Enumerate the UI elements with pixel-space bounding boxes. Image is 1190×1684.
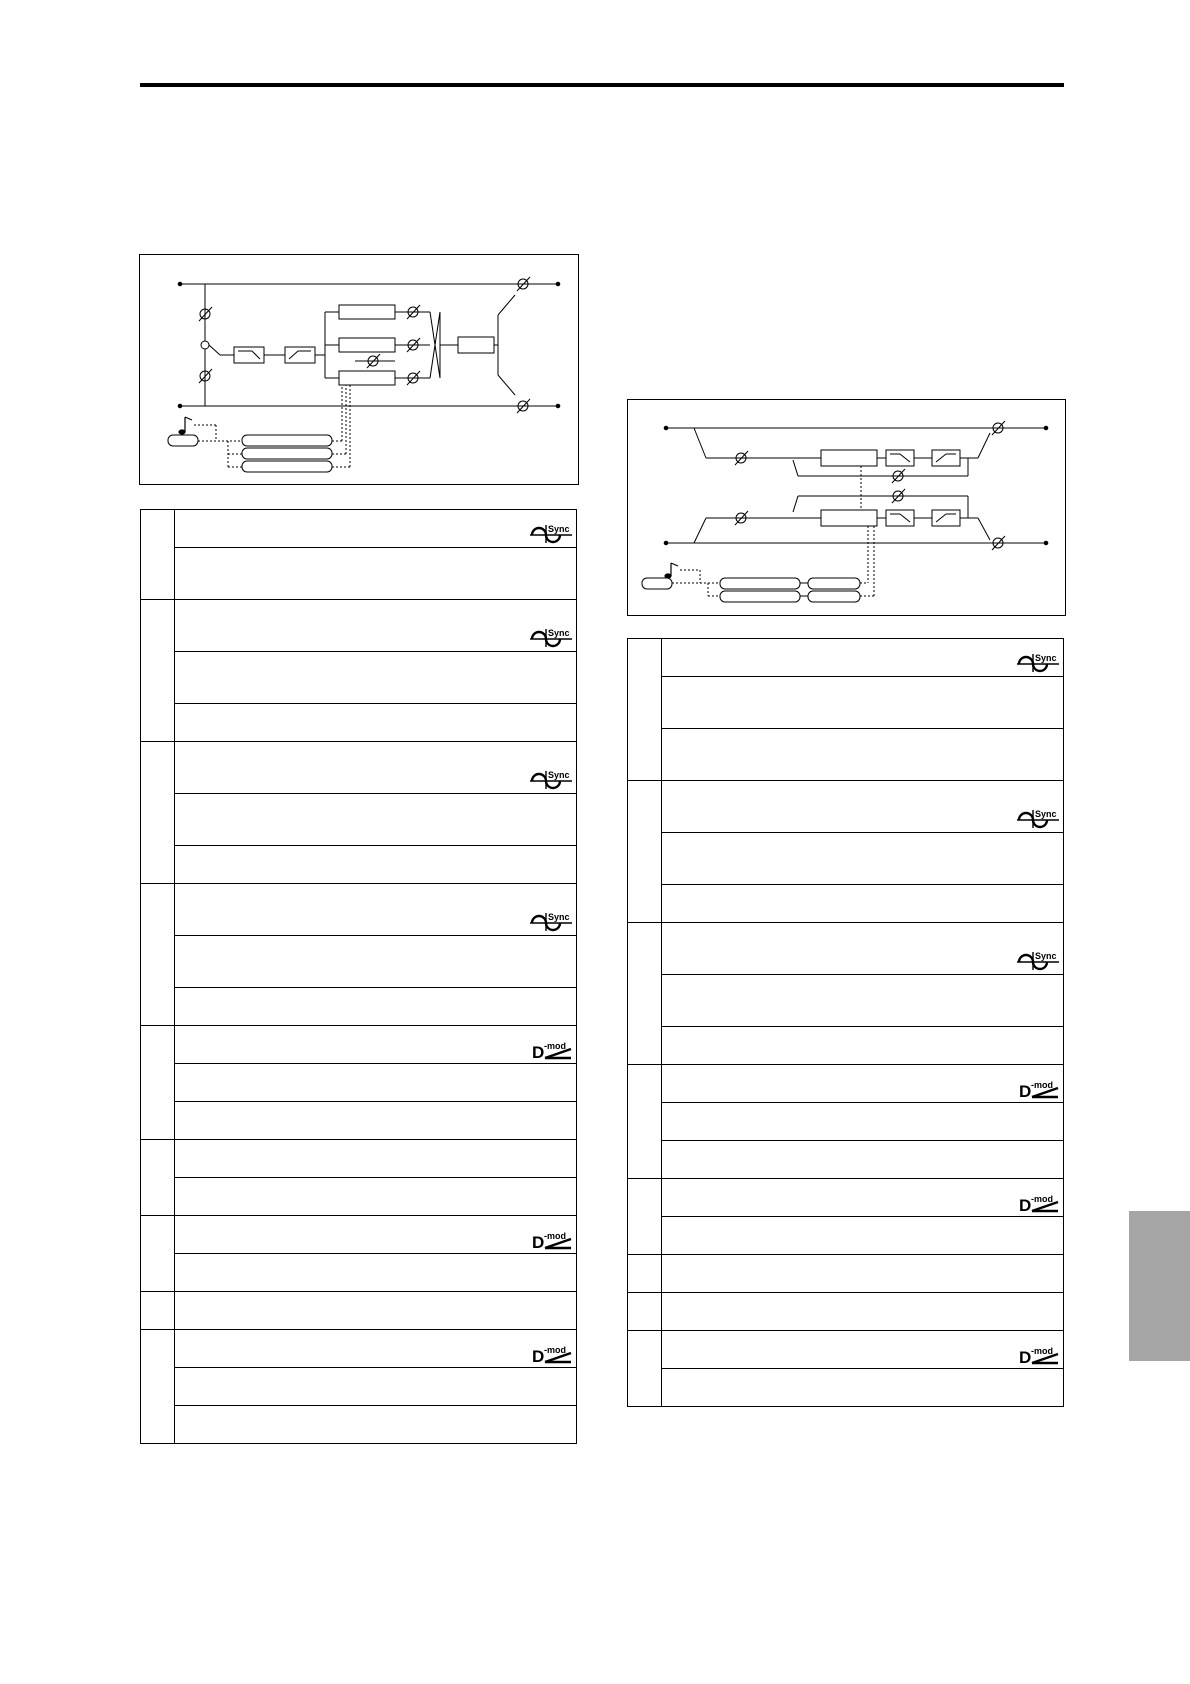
svg-text:-mod: -mod: [1031, 1080, 1053, 1090]
dmod-icon: [1018, 1345, 1060, 1365]
left-parameter-cell: [175, 1292, 577, 1330]
sync-icon: [1016, 650, 1060, 674]
sync-icon-text: Sync: [1035, 653, 1057, 663]
left-group-number-cell: [141, 742, 175, 884]
right-parameter-cell: [662, 923, 1064, 975]
left-group-number-cell: [141, 884, 175, 1026]
left-parameter-cell: [175, 1216, 577, 1254]
sync-icon-text: Sync: [1035, 809, 1057, 819]
left-group-number-cell: [141, 510, 175, 600]
left-parameter-cell: [175, 1178, 577, 1216]
left-group-number-cell: [141, 1026, 175, 1140]
left-parameter-cell: [175, 704, 577, 742]
right-group-number-cell: [628, 1255, 662, 1293]
table-row: [141, 936, 577, 988]
svg-text:-mod: -mod: [544, 1041, 566, 1051]
sync-icon: [1016, 806, 1060, 830]
left-group-number-cell: [141, 1140, 175, 1216]
table-row: [141, 1406, 577, 1444]
left-parameter-cell: [175, 988, 577, 1026]
svg-text:-mod: -mod: [1031, 1346, 1053, 1356]
right-parameter-table: [627, 638, 1064, 1407]
left-parameter-cell: [175, 794, 577, 846]
left-parameter-cell: [175, 600, 577, 652]
left-parameter-cell: [175, 548, 577, 600]
right-parameter-cell: [662, 1369, 1064, 1407]
left-group-number-cell: [141, 1330, 175, 1444]
dmod-icon: [1018, 1193, 1060, 1213]
right-group-number-cell: [628, 923, 662, 1065]
dmod-icon: [531, 1040, 573, 1060]
table-row: [628, 1293, 1064, 1331]
table-row: [141, 1026, 577, 1064]
table-row: [628, 1217, 1064, 1255]
section-side-tab: [1129, 1211, 1190, 1361]
table-row: [628, 1179, 1064, 1217]
sync-icon: [529, 909, 573, 933]
table-row: [141, 1102, 577, 1140]
right-group-number-cell: [628, 1331, 662, 1407]
sync-icon: [1016, 948, 1060, 972]
svg-text:-mod: -mod: [544, 1345, 566, 1355]
right-group-number-cell: [628, 1293, 662, 1331]
table-row: [141, 1216, 577, 1254]
svg-text:D: D: [1019, 1348, 1032, 1365]
right-parameter-cell: [662, 729, 1064, 781]
table-row: [628, 1141, 1064, 1179]
table-row: [628, 677, 1064, 729]
right-parameter-cell: [662, 1065, 1064, 1103]
table-row: [628, 1065, 1064, 1103]
right-block-diagram: [627, 399, 1066, 616]
left-parameter-cell: [175, 1406, 577, 1444]
sync-icon-text: Sync: [548, 912, 570, 922]
right-parameter-cell: [662, 1179, 1064, 1217]
left-diagram-svg: [140, 255, 578, 484]
sync-icon-text: Sync: [1035, 951, 1057, 961]
svg-text:-mod: -mod: [544, 1231, 566, 1241]
table-row: [628, 1255, 1064, 1293]
svg-text:-mod: -mod: [1031, 1194, 1053, 1204]
left-parameter-cell: [175, 1330, 577, 1368]
left-parameter-table: [140, 509, 577, 1444]
right-diagram-svg: [628, 400, 1065, 615]
left-parameter-cell: [175, 1026, 577, 1064]
left-group-number-cell: [141, 600, 175, 742]
table-row: [141, 600, 577, 652]
right-group-number-cell: [628, 1065, 662, 1179]
table-row: [141, 1140, 577, 1178]
svg-text:D: D: [532, 1347, 545, 1364]
sync-icon-text: Sync: [548, 628, 570, 638]
right-parameter-cell: [662, 781, 1064, 833]
table-row: [141, 1368, 577, 1406]
table-row: [141, 1064, 577, 1102]
right-parameter-cell: [662, 1027, 1064, 1065]
right-parameter-cell: [662, 1255, 1064, 1293]
right-group-number-cell: [628, 1179, 662, 1255]
table-row: [141, 548, 577, 600]
pot-icon: [199, 307, 212, 321]
left-parameter-cell: [175, 884, 577, 936]
dmod-icon: [531, 1230, 573, 1250]
table-row: [141, 510, 577, 548]
table-row: [141, 1292, 577, 1330]
header-rule: [140, 83, 1064, 87]
sync-icon: [529, 625, 573, 649]
svg-text:D: D: [1019, 1082, 1032, 1099]
left-parameter-cell: [175, 510, 577, 548]
left-group-number-cell: [141, 1292, 175, 1330]
right-group-number-cell: [628, 781, 662, 923]
table-row: [628, 833, 1064, 885]
right-parameter-cell: [662, 1103, 1064, 1141]
right-group-number-cell: [628, 639, 662, 781]
sync-icon-text: Sync: [548, 770, 570, 780]
sync-icon-text: Sync: [548, 524, 570, 534]
table-row: [141, 1254, 577, 1292]
table-row: [141, 1178, 577, 1216]
table-row: [628, 1103, 1064, 1141]
right-parameter-cell: [662, 677, 1064, 729]
table-row: [628, 781, 1064, 833]
table-row: [628, 923, 1064, 975]
dmod-icon: [531, 1344, 573, 1364]
left-parameter-cell: [175, 846, 577, 884]
svg-text:D: D: [1019, 1196, 1032, 1213]
left-parameter-cell: [175, 1254, 577, 1292]
table-row: [628, 1369, 1064, 1407]
table-row: [628, 729, 1064, 781]
eighth-note-icon: [665, 563, 678, 578]
svg-text:D: D: [532, 1043, 545, 1060]
table-row: [141, 884, 577, 936]
table-row: [141, 1330, 577, 1368]
right-parameter-cell: [662, 1293, 1064, 1331]
left-parameter-cell: [175, 652, 577, 704]
right-parameter-cell: [662, 885, 1064, 923]
table-row: [628, 1027, 1064, 1065]
table-row: [628, 639, 1064, 677]
sync-icon: [529, 521, 573, 545]
right-parameter-cell: [662, 639, 1064, 677]
left-parameter-cell: [175, 1064, 577, 1102]
right-parameter-cell: [662, 1141, 1064, 1179]
table-row: [141, 846, 577, 884]
left-block-diagram: [139, 254, 579, 485]
left-parameter-cell: [175, 1140, 577, 1178]
left-parameter-cell: [175, 742, 577, 794]
dmod-icon: [1018, 1079, 1060, 1099]
pot-icon: [199, 369, 212, 383]
left-group-number-cell: [141, 1216, 175, 1292]
table-row: [141, 742, 577, 794]
table-row: [141, 652, 577, 704]
sync-icon: [529, 767, 573, 791]
svg-text:D: D: [532, 1233, 545, 1250]
left-parameter-cell: [175, 1368, 577, 1406]
table-row: [628, 885, 1064, 923]
right-parameter-cell: [662, 975, 1064, 1027]
table-row: [141, 988, 577, 1026]
right-parameter-cell: [662, 833, 1064, 885]
right-parameter-cell: [662, 1331, 1064, 1369]
right-parameter-cell: [662, 1217, 1064, 1255]
table-row: [141, 704, 577, 742]
eighth-note-icon: [179, 417, 192, 434]
table-row: [628, 1331, 1064, 1369]
table-row: [141, 794, 577, 846]
left-parameter-cell: [175, 936, 577, 988]
table-row: [628, 975, 1064, 1027]
left-parameter-cell: [175, 1102, 577, 1140]
